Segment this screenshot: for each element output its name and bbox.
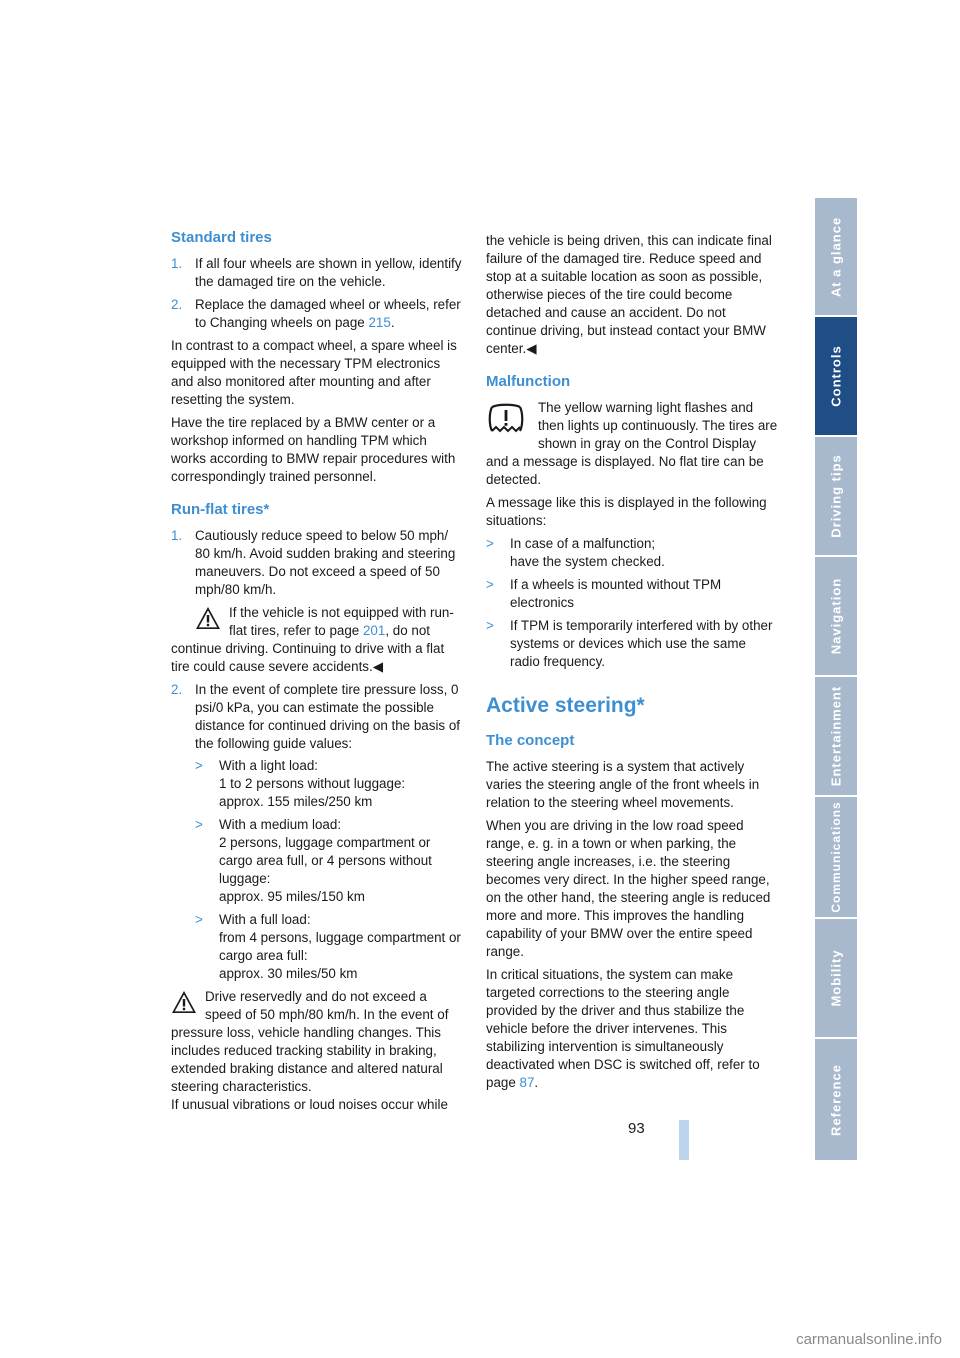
load-distance: approx. 95 miles/150 km [219, 889, 365, 904]
paragraph-tire-replacement: Have the tire replaced by a BMW center or a workshop informed on handling TPM which works according to BMW repair procedures with correspondingly trained personnel. [171, 415, 456, 484]
tab-label: Entertainment [828, 685, 844, 787]
load-detail: 2 persons, luggage compartment or cargo area full, or 4 persons without luggage: [219, 835, 432, 886]
tab-mobility[interactable] [815, 919, 857, 1037]
list-item [171, 527, 463, 599]
bullet-marker: > [195, 817, 203, 832]
paragraph-continued: the vehicle is being driven, this can indicate final failure of the damaged tire. Reduce speed and stop at a suitable location as soon as possible, otherwise pieces of the tire could become detached and cause an accident. Do not continue driving, but instead contact your BMW center.◀ [486, 233, 772, 356]
warning-triangle-icon [171, 990, 197, 1014]
warning-text-continued: If unusual vibrations or loud noises occur while [171, 1097, 448, 1112]
bullet-marker: > [486, 536, 494, 551]
warning-text: Drive reservedly and do not exceed a speed of 50 mph/80 km/h. In the event of pressure loss, vehicle handling changes. This includes reduced tracking stability in braking, extended braking distance and altered natural steering characteristics. [171, 989, 449, 1094]
tab-reference[interactable] [815, 1039, 857, 1160]
active-steering-heading: Active steering* [486, 694, 645, 717]
tab-label: Navigation [828, 577, 844, 655]
situation-detail: have the system checked. [510, 554, 665, 569]
tpm-warning-light-icon [486, 401, 526, 441]
concept-heading: The concept [486, 732, 575, 749]
concept-paragraph-2: When you are driving in the low road speed range, e. g. in a town or when parking, the steering angle increases, i.e. the steering becomes very direct. In the higher speed range, on the other hand, the steering angle is reduced more and more. This improves the handling capability of your BMW over the entire speed range. [486, 818, 771, 959]
load-list [195, 757, 463, 983]
right-column [486, 232, 778, 1097]
list-number: 2. [171, 682, 183, 697]
load-detail: from 4 persons, luggage compartment or cargo area full: [219, 930, 461, 963]
warning-text-end: , do not continue driving. Continuing to drive with a flat tire could cause severe accidents.◀ [171, 623, 445, 674]
list-text: In the event of complete tire pressure loss, 0 psi/0 kPa, you can estimate the possible distance for continued driving on the basis of the following guide values: [195, 682, 461, 751]
tab-entertainment[interactable] [815, 677, 857, 795]
bullet-marker: > [486, 577, 494, 592]
list-text-end: . [390, 315, 395, 330]
warning-note-run-flat [171, 604, 463, 676]
list-item [171, 255, 463, 291]
concept-paragraph-3-text: In critical situations, the system can make targeted corrections to the steering angle provided by the driver and thus stabilize the vehicle before the driver intervenes. This stabilizing intervention is simultaneously deactivated when DSC is switched off, refer to page [486, 967, 760, 1090]
load-detail: 1 to 2 persons without luggage: [219, 776, 406, 791]
left-column [171, 228, 463, 1119]
load-title: With a full load: [219, 912, 311, 927]
tab-label: Communications [829, 801, 843, 913]
malfunction-note [486, 399, 778, 489]
list-text: If all four wheels are shown in yellow, identify the damaged tire on the vehicle. [195, 256, 462, 289]
tab-label: Reference [828, 1063, 844, 1136]
warning-note-drive-reservedly [171, 988, 463, 1114]
load-item [195, 911, 463, 983]
concept-paragraph-3 [486, 966, 778, 1092]
warning-triangle-icon [195, 606, 221, 630]
tab-communications[interactable] [815, 797, 857, 917]
situation-item [486, 576, 778, 612]
tab-label: Driving tips [828, 454, 844, 538]
standard-tires-heading: Standard tires [171, 229, 272, 246]
tab-label: At a glance [828, 216, 844, 297]
list-number: 2. [171, 297, 183, 312]
concept-paragraph-1: The active steering is a system that actively varies the steering angle of the front wheels in relation to the steering wheel movements. [486, 759, 760, 810]
watermark: carmanualsonline.info [796, 1331, 942, 1348]
situation-text: If TPM is temporarily interfered with by other systems or devices which use the same radio frequency. [510, 618, 773, 669]
situation-item [486, 535, 778, 571]
bullet-marker: > [195, 758, 203, 773]
paragraph-spare-wheel: In contrast to a compact wheel, a spare wheel is equipped with the necessary TPM electronics and also monitored after mounting and after resetting the system. [171, 338, 457, 407]
page-link-87[interactable]: 87 [519, 1075, 535, 1090]
tab-navigation[interactable] [815, 557, 857, 675]
situation-item [486, 617, 778, 671]
list-text: Replace the damaged wheel or wheels, refer to Changing wheels on page [195, 297, 461, 330]
load-distance: approx. 155 miles/250 km [219, 794, 373, 809]
message-intro: A message like this is displayed in the following situations: [486, 495, 767, 528]
tab-label: Controls [828, 345, 844, 407]
page-number-bar [679, 1120, 689, 1160]
tab-label: Mobility [828, 949, 844, 1007]
page-number: 93 [628, 1120, 645, 1137]
malfunction-text: The yellow warning light flashes and then lights up continuously. The tires are shown in gray on the Control Display and a message is displayed. No flat tire can be detected. [486, 400, 778, 487]
tab-controls[interactable] [815, 317, 857, 435]
load-item [195, 816, 463, 906]
situation-text: In case of a malfunction; [510, 536, 656, 551]
load-title: With a light load: [219, 758, 318, 773]
list-text: Cautiously reduce speed to below 50 mph/ 80 km/h. Avoid sudden braking and steering maneuvers. Do not exceed a speed of 50 mph/80 km/h. [195, 528, 456, 597]
concept-paragraph-3-end: . [534, 1075, 539, 1090]
list-item [171, 681, 463, 983]
page-link-201[interactable]: 201 [362, 623, 386, 638]
list-item [171, 296, 463, 332]
situation-text: If a wheels is mounted without TPM electronics [510, 577, 722, 610]
tab-driving-tips[interactable] [815, 437, 857, 555]
tab-at-a-glance[interactable] [815, 198, 857, 315]
load-title: With a medium load: [219, 817, 342, 832]
load-item [195, 757, 463, 811]
warning-text: If the vehicle is not equipped with run-flat tires, refer to page [229, 605, 454, 638]
malfunction-heading: Malfunction [486, 373, 571, 390]
load-distance: approx. 30 miles/50 km [219, 966, 358, 981]
run-flat-heading: Run-flat tires* [171, 501, 270, 518]
bullet-marker: > [486, 618, 494, 633]
bullet-marker: > [195, 912, 203, 927]
page-link-215[interactable]: 215 [368, 315, 391, 330]
list-number: 1. [171, 256, 183, 271]
list-number: 1. [171, 528, 183, 543]
